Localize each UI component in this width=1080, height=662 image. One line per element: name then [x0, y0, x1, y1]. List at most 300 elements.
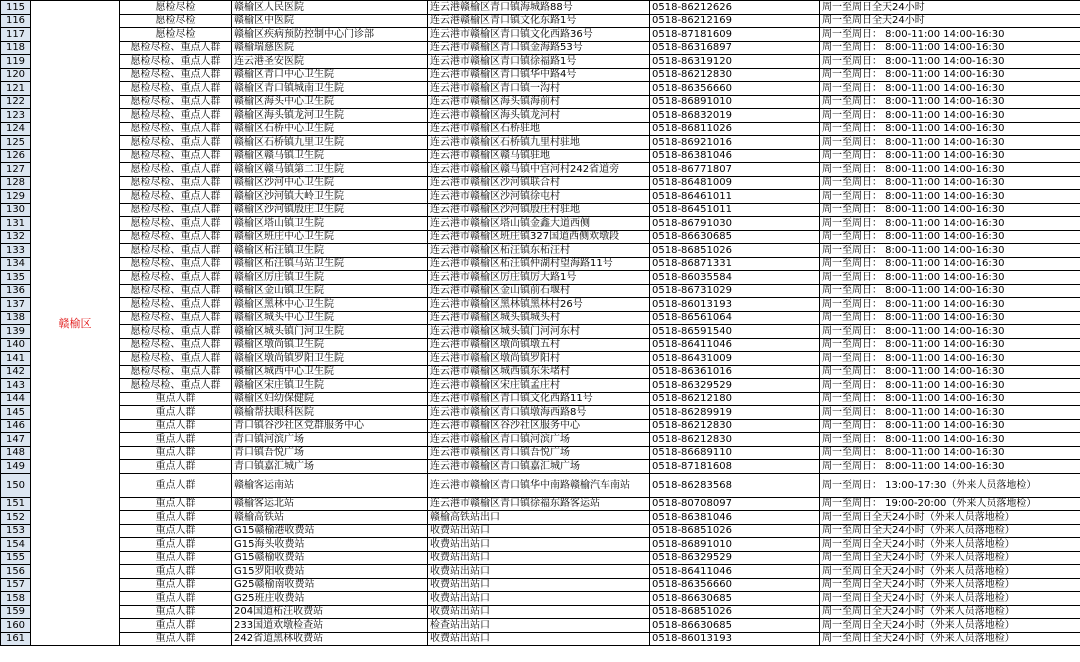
address-cell: 收费站出站口: [428, 551, 650, 565]
site-name-cell: G15赣榆收费站: [232, 551, 428, 565]
table-row: [1, 325, 1080, 339]
table-row: [1, 605, 1080, 619]
phone-cell: 0518-87181608: [650, 460, 820, 474]
table-row: [1, 433, 1080, 447]
row-number-cell: 139: [1, 325, 31, 339]
phone-cell: 0518-86481009: [650, 176, 820, 190]
table-row: [1, 176, 1080, 190]
row-number-cell: 160: [1, 619, 31, 633]
table-row: [1, 578, 1080, 592]
address-cell: 连云港市赣榆区厉庄镇厉大路1号: [428, 271, 650, 285]
category-cell: 愿检尽检、重点人群: [120, 136, 232, 150]
phone-cell: 0518-86689110: [650, 446, 820, 460]
site-name-cell: 赣榆高铁站: [232, 511, 428, 525]
site-name-cell: 赣榆区柘汪镇卫生院: [232, 244, 428, 258]
site-name-cell: 赣榆区石桥镇九里卫生院: [232, 136, 428, 150]
category-cell: 愿检尽检、重点人群: [120, 338, 232, 352]
phone-cell: 0518-86771807: [650, 163, 820, 177]
row-number-cell: 135: [1, 271, 31, 285]
table-row: [1, 311, 1080, 325]
row-number-cell: 121: [1, 82, 31, 96]
hours-cell: 周一至周日全天24小时: [820, 14, 1080, 28]
phone-cell: 0518-86811026: [650, 122, 820, 136]
site-name-cell: 青口镇河滨广场: [232, 433, 428, 447]
site-name-cell: 赣榆客运北站: [232, 497, 428, 511]
phone-cell: 0518-86212830: [650, 419, 820, 433]
row-number-cell: 158: [1, 592, 31, 606]
row-number-cell: 150: [1, 473, 31, 497]
row-number-cell: 126: [1, 149, 31, 163]
address-cell: 收费站出站口: [428, 578, 650, 592]
category-cell: 愿检尽检: [120, 14, 232, 28]
table-row: [1, 271, 1080, 285]
table-row: [1, 538, 1080, 552]
table-row: [1, 55, 1080, 69]
row-number-cell: 132: [1, 230, 31, 244]
category-cell: 重点人群: [120, 433, 232, 447]
address-cell: 连云港市赣榆区青口镇嘉汇城广场: [428, 460, 650, 474]
category-cell: 愿检尽检、重点人群: [120, 257, 232, 271]
phone-cell: 0518-86013193: [650, 298, 820, 312]
site-name-cell: 青口镇谷沙社区党群服务中心: [232, 419, 428, 433]
hours-cell: 周一至周日： 19:00-20:00（外来人员落地检）: [820, 497, 1080, 511]
hours-cell: 周一至周日： 13:00-17:30（外来人员落地检）: [820, 473, 1080, 497]
category-cell: 愿检尽检、重点人群: [120, 298, 232, 312]
address-cell: 连云港市赣榆区青口镇华中路4号: [428, 68, 650, 82]
table-row: [1, 446, 1080, 460]
hours-cell: 周一至周日： 8:00-11:00 14:00-16:30: [820, 338, 1080, 352]
phone-cell: 0518-86381046: [650, 511, 820, 525]
phone-cell: 0518-86832019: [650, 109, 820, 123]
table-row: [1, 592, 1080, 606]
row-number-cell: 142: [1, 365, 31, 379]
site-name-cell: 赣榆区城西中心卫生院: [232, 365, 428, 379]
hours-cell: 周一至周日： 8:00-11:00 14:00-16:30: [820, 95, 1080, 109]
phone-cell: 0518-86329529: [650, 551, 820, 565]
hours-cell: 周一至周日： 8:00-11:00 14:00-16:30: [820, 163, 1080, 177]
row-number-cell: 151: [1, 497, 31, 511]
table-row: [1, 497, 1080, 511]
category-cell: 重点人群: [120, 524, 232, 538]
category-cell: 愿检尽检、重点人群: [120, 149, 232, 163]
table-row: [1, 392, 1080, 406]
table-row: [1, 338, 1080, 352]
category-cell: 愿检尽检、重点人群: [120, 41, 232, 55]
address-cell: 连云港市赣榆区城头镇门河河东村: [428, 325, 650, 339]
row-number-cell: 125: [1, 136, 31, 150]
category-cell: 重点人群: [120, 632, 232, 646]
category-cell: 愿检尽检、重点人群: [120, 55, 232, 69]
hours-cell: 周一至周日全天24小时（外来人员落地检）: [820, 565, 1080, 579]
address-cell: 收费站出站口: [428, 605, 650, 619]
address-cell: 连云港市赣榆区墩尚镇墩五村: [428, 338, 650, 352]
hours-cell: 周一至周日： 8:00-11:00 14:00-16:30: [820, 136, 1080, 150]
category-cell: 愿检尽检、重点人群: [120, 271, 232, 285]
address-cell: 连云港市赣榆区青口镇金海路53号: [428, 41, 650, 55]
hours-cell: 周一至周日全天24小时（外来人员落地检）: [820, 524, 1080, 538]
row-number-cell: 133: [1, 244, 31, 258]
row-number-cell: 153: [1, 524, 31, 538]
site-name-cell: 赣榆区柘汪镇马站卫生院: [232, 257, 428, 271]
address-cell: 连云港市赣榆区青口镇河滨广场: [428, 433, 650, 447]
hours-cell: 周一至周日： 8:00-11:00 14:00-16:30: [820, 352, 1080, 366]
phone-cell: 0518-86212180: [650, 392, 820, 406]
row-number-cell: 129: [1, 190, 31, 204]
row-number-cell: 116: [1, 14, 31, 28]
row-number-cell: 137: [1, 298, 31, 312]
address-cell: 连云港市赣榆区黑林镇黑林村26号: [428, 298, 650, 312]
hours-cell: 周一至周日： 8:00-11:00 14:00-16:30: [820, 217, 1080, 231]
hours-cell: 周一至周日： 8:00-11:00 14:00-16:30: [820, 203, 1080, 217]
site-name-cell: G15罗阳收费站: [232, 565, 428, 579]
site-name-cell: 赣榆区城头镇门河卫生院: [232, 325, 428, 339]
address-cell: 连云港市赣榆区柘汪镇仲湖村望海路11号: [428, 257, 650, 271]
site-name-cell: 青口镇吾悦广场: [232, 446, 428, 460]
row-number-cell: 136: [1, 284, 31, 298]
address-cell: 连云港市赣榆区青口镇文化西路11号: [428, 392, 650, 406]
table-row: [1, 565, 1080, 579]
table-row: [1, 68, 1080, 82]
site-name-cell: 赣榆区青口镇城南卫生院: [232, 82, 428, 96]
hours-cell: 周一至周日： 8:00-11:00 14:00-16:30: [820, 68, 1080, 82]
table-row: [1, 41, 1080, 55]
table-row: [1, 619, 1080, 633]
hours-cell: 周一至周日全天24小时（外来人员落地检）: [820, 605, 1080, 619]
row-number-cell: 131: [1, 217, 31, 231]
hours-cell: 周一至周日： 8:00-11:00 14:00-16:30: [820, 284, 1080, 298]
address-cell: 连云港市赣榆区石桥驻地: [428, 122, 650, 136]
site-name-cell: 赣榆区塔山镇卫生院: [232, 217, 428, 231]
row-number-cell: 152: [1, 511, 31, 525]
phone-cell: 0518-86731029: [650, 284, 820, 298]
table-row: [1, 149, 1080, 163]
hours-cell: 周一至周日： 8:00-11:00 14:00-16:30: [820, 244, 1080, 258]
row-number-cell: 124: [1, 122, 31, 136]
table-row: [1, 379, 1080, 393]
row-number-cell: 115: [1, 1, 31, 15]
phone-cell: 0518-86013193: [650, 632, 820, 646]
address-cell: 收费站出站口: [428, 538, 650, 552]
table-row: [1, 95, 1080, 109]
category-cell: 重点人群: [120, 460, 232, 474]
phone-cell: 0518-86289919: [650, 406, 820, 420]
table-row: [1, 524, 1080, 538]
site-name-cell: 赣榆区城头中心卫生院: [232, 311, 428, 325]
phone-cell: 0518-86329529: [650, 379, 820, 393]
hours-cell: 周一至周日全天24小时（外来人员落地检）: [820, 551, 1080, 565]
site-name-cell: 赣榆区疾病预防控制中心门诊部: [232, 28, 428, 42]
hours-cell: 周一至周日： 8:00-11:00 14:00-16:30: [820, 392, 1080, 406]
category-cell: 愿检尽检、重点人群: [120, 244, 232, 258]
address-cell: 连云港赣榆区青口镇海城路88号: [428, 1, 650, 15]
category-cell: 重点人群: [120, 473, 232, 497]
row-number-cell: 157: [1, 578, 31, 592]
address-cell: 连云港市赣榆区柘汪镇东柘汪村: [428, 244, 650, 258]
table-row: [1, 136, 1080, 150]
phone-cell: 0518-86035584: [650, 271, 820, 285]
phone-cell: 0518-86283568: [650, 473, 820, 497]
site-name-cell: 赣榆区石桥中心卫生院: [232, 122, 428, 136]
row-number-cell: 117: [1, 28, 31, 42]
site-name-cell: 赣榆区厉庄镇卫生院: [232, 271, 428, 285]
address-cell: 连云港市赣榆区城西镇东朱堵村: [428, 365, 650, 379]
hours-cell: 周一至周日： 8:00-11:00 14:00-16:30: [820, 433, 1080, 447]
phone-cell: 0518-86361016: [650, 365, 820, 379]
category-cell: 愿检尽检: [120, 1, 232, 15]
table-row: [1, 551, 1080, 565]
table-row: [1, 122, 1080, 136]
address-cell: 连云港市赣榆区海头镇海前村: [428, 95, 650, 109]
address-cell: 连云港市赣榆区青口镇一沟村: [428, 82, 650, 96]
site-name-cell: G15海头收费站: [232, 538, 428, 552]
category-cell: 愿检尽检、重点人群: [120, 311, 232, 325]
hours-cell: 周一至周日： 8:00-11:00 14:00-16:30: [820, 257, 1080, 271]
category-cell: 愿检尽检、重点人群: [120, 163, 232, 177]
category-cell: 重点人群: [120, 605, 232, 619]
category-cell: 愿检尽检: [120, 28, 232, 42]
table-row: [1, 82, 1080, 96]
address-cell: 检查站出站口: [428, 619, 650, 633]
table-row: [1, 284, 1080, 298]
site-name-cell: 赣榆区中医院: [232, 14, 428, 28]
table-row: [1, 190, 1080, 204]
phone-cell: 0518-86871331: [650, 257, 820, 271]
table-row: [1, 163, 1080, 177]
hours-cell: 周一至周日： 8:00-11:00 14:00-16:30: [820, 149, 1080, 163]
site-name-cell: G25班庄收费站: [232, 592, 428, 606]
row-number-cell: 128: [1, 176, 31, 190]
address-cell: 收费站出站口: [428, 524, 650, 538]
address-cell: 赣榆高铁站出口: [428, 511, 650, 525]
phone-cell: 0518-86411046: [650, 338, 820, 352]
site-name-cell: 赣榆区赣马镇第二卫生院: [232, 163, 428, 177]
phone-cell: 0518-87181609: [650, 28, 820, 42]
site-name-cell: 赣榆区海头中心卫生院: [232, 95, 428, 109]
table-row: [1, 1, 1080, 15]
category-cell: 愿检尽检、重点人群: [120, 190, 232, 204]
phone-cell: 0518-86431009: [650, 352, 820, 366]
hours-cell: 周一至周日： 8:00-11:00 14:00-16:30: [820, 109, 1080, 123]
address-cell: 连云港市赣榆区沙河镇徐屯村: [428, 190, 650, 204]
hours-cell: 周一至周日： 8:00-11:00 14:00-16:30: [820, 176, 1080, 190]
hours-cell: 周一至周日： 8:00-11:00 14:00-16:30: [820, 325, 1080, 339]
table-row: [1, 14, 1080, 28]
site-name-cell: 赣榆客运南站: [232, 473, 428, 497]
row-number-cell: 155: [1, 551, 31, 565]
category-cell: 重点人群: [120, 419, 232, 433]
site-name-cell: 赣榆区妇幼保健院: [232, 392, 428, 406]
table-row: [1, 352, 1080, 366]
row-number-cell: 130: [1, 203, 31, 217]
address-cell: 连云港市赣榆区青口镇墩海西路8号: [428, 406, 650, 420]
row-number-cell: 141: [1, 352, 31, 366]
hours-cell: 周一至周日全天24小时（外来人员落地检）: [820, 632, 1080, 646]
phone-cell: 0518-86891010: [650, 538, 820, 552]
hours-cell: 周一至周日全天24小时（外来人员落地检）: [820, 592, 1080, 606]
hours-cell: 周一至周日： 8:00-11:00 14:00-16:30: [820, 406, 1080, 420]
category-cell: 愿检尽检、重点人群: [120, 176, 232, 190]
hours-cell: 周一至周日全天24小时（外来人员落地检）: [820, 538, 1080, 552]
site-name-cell: 赣榆区沙河中心卫生院: [232, 176, 428, 190]
row-number-cell: 127: [1, 163, 31, 177]
phone-cell: 0518-86921016: [650, 136, 820, 150]
site-name-cell: 233国道欢墩检查站: [232, 619, 428, 633]
row-number-cell: 143: [1, 379, 31, 393]
hours-cell: 周一至周日： 8:00-11:00 14:00-16:30: [820, 460, 1080, 474]
phone-cell: 0518-86212830: [650, 68, 820, 82]
phone-cell: 0518-86461011: [650, 190, 820, 204]
row-number-cell: 154: [1, 538, 31, 552]
site-name-cell: 赣榆区沙河镇殷庄卫生院: [232, 203, 428, 217]
table-row: [1, 511, 1080, 525]
table-row: [1, 406, 1080, 420]
hours-cell: 周一至周日全天24小时（外来人员落地检）: [820, 511, 1080, 525]
phone-cell: 0518-86316897: [650, 41, 820, 55]
category-cell: 重点人群: [120, 578, 232, 592]
address-cell: 连云港市赣榆区金山镇前石堰村: [428, 284, 650, 298]
phone-cell: 0518-86212830: [650, 433, 820, 447]
table-row: [1, 460, 1080, 474]
phone-cell: 0518-86356660: [650, 82, 820, 96]
row-number-cell: 118: [1, 41, 31, 55]
address-cell: 连云港市赣榆区宋庄镇孟庄村: [428, 379, 650, 393]
row-number-cell: 148: [1, 446, 31, 460]
hours-cell: 周一至周日： 8:00-11:00 14:00-16:30: [820, 365, 1080, 379]
category-cell: 愿检尽检、重点人群: [120, 352, 232, 366]
table-row: [1, 217, 1080, 231]
site-name-cell: 赣榆区人民医院: [232, 1, 428, 15]
hours-cell: 周一至周日全天24小时: [820, 1, 1080, 15]
category-cell: 愿检尽检、重点人群: [120, 122, 232, 136]
phone-cell: 0518-86411046: [650, 565, 820, 579]
address-cell: 收费站出站口: [428, 565, 650, 579]
row-number-cell: 146: [1, 419, 31, 433]
phone-cell: 0518-86791030: [650, 217, 820, 231]
site-name-cell: 赣榆区金山镇卫生院: [232, 284, 428, 298]
row-number-cell: 149: [1, 460, 31, 474]
address-cell: 连云港市赣榆区青口镇徐福东路客运站: [428, 497, 650, 511]
phone-cell: 0518-86630685: [650, 592, 820, 606]
phone-cell: 0518-86851026: [650, 605, 820, 619]
site-name-cell: G15赣榆港收费站: [232, 524, 428, 538]
hours-cell: 周一至周日： 8:00-11:00 14:00-16:30: [820, 41, 1080, 55]
row-number-cell: 123: [1, 109, 31, 123]
phone-cell: 0518-86356660: [650, 578, 820, 592]
row-number-cell: 159: [1, 605, 31, 619]
row-number-cell: 147: [1, 433, 31, 447]
address-cell: 连云港市赣榆区青口镇吾悦广场: [428, 446, 650, 460]
category-cell: 愿检尽检、重点人群: [120, 230, 232, 244]
hours-cell: 周一至周日： 8:00-11:00 14:00-16:30: [820, 446, 1080, 460]
category-cell: 愿检尽检、重点人群: [120, 68, 232, 82]
table-row: [1, 230, 1080, 244]
table-row: [1, 298, 1080, 312]
site-name-cell: 赣榆区黑林中心卫生院: [232, 298, 428, 312]
row-number-cell: 122: [1, 95, 31, 109]
address-cell: 连云港市赣榆区青口镇文化西路36号: [428, 28, 650, 42]
hours-cell: 周一至周日： 8:00-11:00 14:00-16:30: [820, 230, 1080, 244]
category-cell: 重点人群: [120, 551, 232, 565]
site-name-cell: 赣榆区沙河镇大岭卫生院: [232, 190, 428, 204]
hours-cell: 周一至周日： 8:00-11:00 14:00-16:30: [820, 55, 1080, 69]
site-name-cell: 204国道柘汪收费站: [232, 605, 428, 619]
phone-cell: 0518-86630685: [650, 619, 820, 633]
category-cell: 愿检尽检、重点人群: [120, 325, 232, 339]
hours-cell: 周一至周日： 8:00-11:00 14:00-16:30: [820, 311, 1080, 325]
category-cell: 愿检尽检、重点人群: [120, 284, 232, 298]
hours-cell: 周一至周日： 8:00-11:00 14:00-16:30: [820, 298, 1080, 312]
site-name-cell: 赣榆帮扶眼科医院: [232, 406, 428, 420]
row-number-cell: 134: [1, 257, 31, 271]
table-row: [1, 28, 1080, 42]
hours-cell: 周一至周日： 8:00-11:00 14:00-16:30: [820, 271, 1080, 285]
site-name-cell: 赣榆区班庄中心卫生院: [232, 230, 428, 244]
row-number-cell: 119: [1, 55, 31, 69]
site-name-cell: 连云港圣安医院: [232, 55, 428, 69]
table-row: [1, 257, 1080, 271]
hours-cell: 周一至周日全天24小时（外来人员落地检）: [820, 619, 1080, 633]
row-number-cell: 138: [1, 311, 31, 325]
hours-cell: 周一至周日： 8:00-11:00 14:00-16:30: [820, 82, 1080, 96]
address-cell: 连云港市赣榆区石桥镇九里村驻地: [428, 136, 650, 150]
category-cell: 愿检尽检、重点人群: [120, 95, 232, 109]
category-cell: 愿检尽检、重点人群: [120, 109, 232, 123]
phone-cell: 0518-86591540: [650, 325, 820, 339]
address-cell: 连云港市赣榆区班庄镇327国道西侧欢墩段: [428, 230, 650, 244]
address-cell: 连云港市赣榆区青口镇华中南路赣榆汽车南站: [428, 473, 650, 497]
table-body: [1, 1, 1080, 646]
phone-cell: 0518-86451011: [650, 203, 820, 217]
site-name-cell: G25赣榆南收费站: [232, 578, 428, 592]
table-row: [1, 244, 1080, 258]
table-row: [1, 203, 1080, 217]
address-cell: 连云港市赣榆区谷沙社区服务中心: [428, 419, 650, 433]
address-cell: 连云港市赣榆区赣马镇中宫河村242省道旁: [428, 163, 650, 177]
phone-cell: 0518-86630685: [650, 230, 820, 244]
phone-cell: 0518-86561064: [650, 311, 820, 325]
hours-cell: 周一至周日全天24小时（外来人员落地检）: [820, 578, 1080, 592]
address-cell: 连云港市赣榆区青口镇徐福路1号: [428, 55, 650, 69]
table-row: [1, 109, 1080, 123]
phone-cell: 0518-86319120: [650, 55, 820, 69]
hours-cell: 周一至周日： 8:00-11:00 14:00-16:30: [820, 190, 1080, 204]
site-name-cell: 赣榆瑞慈医院: [232, 41, 428, 55]
category-cell: 愿检尽检、重点人群: [120, 203, 232, 217]
address-cell: 连云港市赣榆区海头镇龙河村: [428, 109, 650, 123]
category-cell: 愿检尽检、重点人群: [120, 365, 232, 379]
site-name-cell: 赣榆区青口中心卫生院: [232, 68, 428, 82]
category-cell: 重点人群: [120, 511, 232, 525]
category-cell: 重点人群: [120, 592, 232, 606]
table-row: [1, 419, 1080, 433]
category-cell: 重点人群: [120, 619, 232, 633]
category-cell: 愿检尽检、重点人群: [120, 82, 232, 96]
address-cell: 连云港市赣榆区赣马镇驻地: [428, 149, 650, 163]
category-cell: 重点人群: [120, 406, 232, 420]
site-name-cell: 赣榆区赣马镇卫生院: [232, 149, 428, 163]
site-name-cell: 赣榆区宋庄镇卫生院: [232, 379, 428, 393]
address-cell: 连云港市赣榆区城头镇城头村: [428, 311, 650, 325]
site-name-cell: 赣榆区墩尚镇罗阳卫生院: [232, 352, 428, 366]
address-cell: 连云港市赣榆区沙河镇殷庄村驻地: [428, 203, 650, 217]
site-name-cell: 赣榆区海头镇龙河卫生院: [232, 109, 428, 123]
category-cell: 重点人群: [120, 497, 232, 511]
table-row: [1, 473, 1080, 497]
hours-cell: 周一至周日： 8:00-11:00 14:00-16:30: [820, 28, 1080, 42]
table-row: [1, 365, 1080, 379]
row-number-cell: 144: [1, 392, 31, 406]
address-cell: 收费站出站口: [428, 632, 650, 646]
